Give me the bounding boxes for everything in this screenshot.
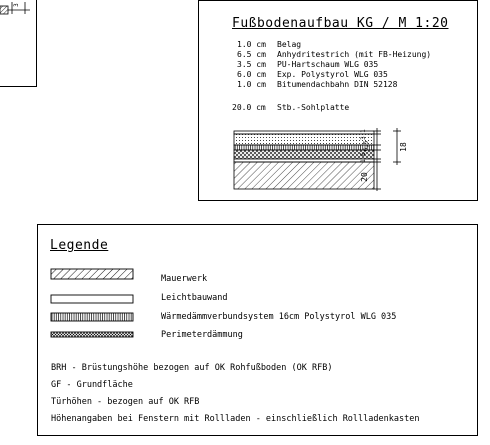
dim-label: 20 (359, 172, 369, 182)
legend-label-leichtbauwand: Leichtbauwand (161, 293, 228, 303)
legend-swatch-mauerwerk (51, 269, 133, 279)
legend-label-wdvs: Wärmedämmverbundsystem 16cm Polystyrol WLG 035 (161, 312, 397, 322)
legend-swatch-leichtbauwand (51, 295, 133, 303)
legend-note: BRH - Brüstungshöhe bezogen auf OK Rohfußboden (OK RFB) (51, 363, 333, 373)
dim-label: 1 (359, 159, 367, 163)
legend-title: Legende (50, 238, 109, 253)
layer-material: Belag (277, 40, 302, 49)
layer-thickness: 6.5 cm (237, 50, 266, 59)
dim-label: 3 (359, 136, 367, 140)
layer-material: Exp. Polystyrol WLG 035 (277, 70, 388, 79)
dim-label: 6,5 (362, 140, 370, 152)
base-thickness: 20.0 cm (232, 103, 266, 112)
section-layer-estrich (234, 134, 374, 145)
layer-material: Anhydritestrich (mit FB-Heizung) (277, 50, 432, 59)
legend-note: GF - Grundfläche (51, 380, 133, 390)
layer-thickness: 1.0 cm (237, 40, 266, 49)
base-material: Stb.-Sohlplatte (277, 103, 350, 112)
floor-section-drawing (199, 1, 479, 202)
layer-thickness: 6.0 cm (237, 70, 266, 79)
legend-note: Türhöhen - bezogen auf OK RFB (51, 397, 200, 407)
legend-swatch-perimeter (51, 332, 133, 337)
floor-build-title: Fußbodenaufbau KG / M 1:20 (232, 16, 449, 31)
section-layer-belag (234, 131, 374, 134)
dim-label: 1 (359, 129, 367, 133)
layer-thickness: 3.5 cm (237, 60, 266, 69)
legend-label-mauerwerk: Mauerwerk (161, 274, 208, 284)
legend-note: Höhenangaben bei Fenstern mit Rollladen - einschließlich Rollladenkasten (51, 414, 420, 424)
plan-dimension-label: 3 (12, 3, 20, 7)
layer-thickness: 1.0 cm (237, 80, 266, 89)
legend-label-perimeter: Perimeterdämmung (161, 330, 243, 340)
section-layer-eps (234, 150, 374, 159)
plan-fragment-symbol (0, 0, 40, 20)
section-layer-slab (234, 162, 374, 189)
layer-material: PU-Hartschaum WLG 035 (277, 60, 379, 69)
dim-label-total: 18 (398, 142, 408, 152)
section-layer-pu (234, 145, 374, 150)
dim-label: 6 (359, 152, 367, 156)
legend-panel (37, 224, 478, 436)
floor-build-panel (198, 0, 478, 201)
section-layer-bitumen (234, 159, 374, 162)
legend-swatch-wdvs (51, 313, 133, 321)
plan-fragment (0, 0, 40, 90)
layer-material: Bitumendachbahn DIN 52128 (277, 80, 398, 89)
